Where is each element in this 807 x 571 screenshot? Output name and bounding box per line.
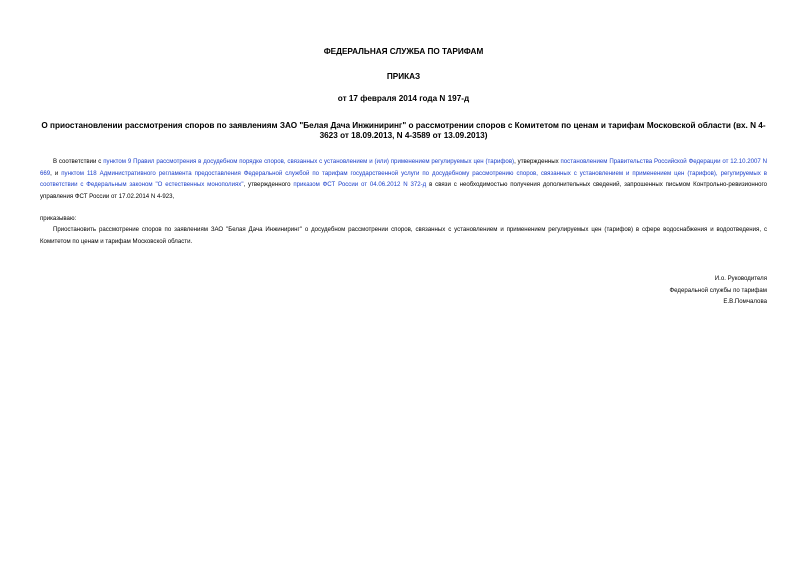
order-word: приказываю: bbox=[40, 215, 77, 222]
rules-point-9-link[interactable]: пунктом 9 Правил рассмотрения в досудебном порядке споров, связанных с установлением и (или) применением регулируемых цен (тарифов) bbox=[103, 158, 515, 165]
signature-position: И.о. Руководителя bbox=[714, 275, 767, 282]
government-decree-link[interactable]: постановлением Правительства Российской Федерации от 12.10.2007 N 669 bbox=[40, 158, 768, 177]
legal-basis-paragraph bbox=[40, 156, 767, 202]
agency-title: ФЕДЕРАЛЬНАЯ СЛУЖБА ПО ТАРИФАМ bbox=[323, 47, 484, 56]
decision-paragraph bbox=[40, 224, 767, 247]
regulation-point-118-link[interactable]: пунктом 118 Административного регламента предоставления Федеральной службой по тарифам государственной услуги по досудебному рассмотрению споров, связанных с установлением и применением цен (тарифов), регулируемых в соответствии с Федеральным законом "О естественных монополиях" bbox=[40, 169, 767, 189]
basis-text-3: , и bbox=[50, 169, 62, 177]
signature-name: Е.В.Помчалова bbox=[723, 298, 767, 305]
document-date: от 17 февраля 2014 года N 197-д bbox=[337, 94, 470, 103]
document-subject: О приостановлении рассмотрения споров по заявлениям ЗАО "Белая Дача Инжиниринг" о рассмотрении споров с Комитетом по ценам и тарифам Московской области (вх. N 4-3623 от 18.09.2013, N 4-3589 от 13.09.2013) bbox=[41, 121, 766, 140]
basis-text-4: , утвержденного bbox=[243, 181, 294, 189]
fst-order-link[interactable]: приказом ФСТ России от 04.06.2012 N 372-д bbox=[293, 181, 427, 189]
decision-text: Приостановить рассмотрение споров по заявлениям ЗАО "Белая Дача Инжиниринг" о досудебном рассмотрении споров, связанных с установлением и применением регулируемых цен (тарифов) в сфере водоснабжения и водоотведения, с Комитетом по ценам и тарифам Московской области. bbox=[40, 226, 767, 245]
signature-organization: Федеральной службы по тарифам bbox=[669, 287, 767, 294]
document-type: ПРИКАЗ bbox=[386, 72, 421, 81]
basis-text-1: В соответствии с bbox=[53, 158, 104, 165]
basis-text-5: в связи с необходимостью получения дополнительных сведений, запрошенных письмом Контрольно-ревизионного управления ФСТ России от 17.02.2014 N 4-923, bbox=[40, 181, 768, 200]
basis-text-2: , утвержденных bbox=[514, 158, 561, 165]
